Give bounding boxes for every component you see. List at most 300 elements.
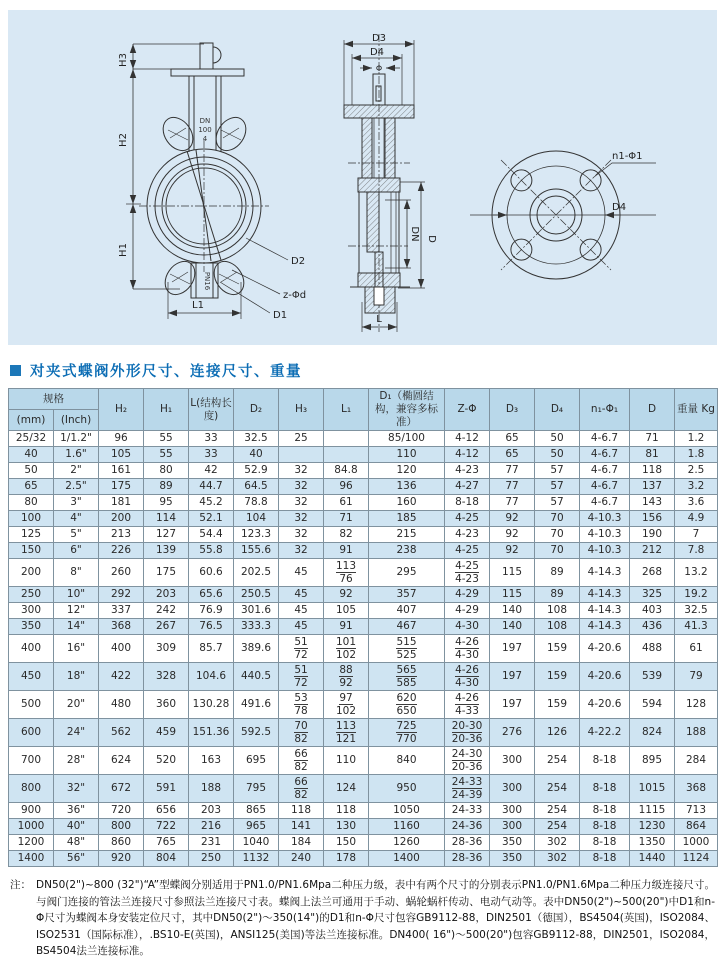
table-cell: 350	[490, 851, 535, 867]
table-cell: 188	[675, 719, 718, 747]
table-cell: 8-18	[580, 851, 630, 867]
dim-label-l1: L1	[192, 300, 204, 311]
table-cell: 5"	[54, 527, 99, 543]
table-cell: 2.5"	[54, 479, 99, 495]
page-title: 对夹式蝶阀外形尺寸、连接尺寸、重量	[30, 364, 302, 380]
table-cell: 325	[630, 587, 675, 603]
table-cell: 40"	[54, 819, 99, 835]
table-cell: 624	[99, 747, 144, 775]
table-cell: 4-26 4-30	[445, 663, 490, 691]
table-cell: 24"	[54, 719, 99, 747]
table-cell: 1050	[369, 803, 445, 819]
table-cell: 32	[279, 495, 324, 511]
table-cell: 4-6.7	[580, 447, 630, 463]
table-cell: 488	[630, 635, 675, 663]
table-cell: 672	[99, 775, 144, 803]
table-cell: 178	[324, 851, 369, 867]
table-cell: 95	[144, 495, 189, 511]
table-cell: 105	[324, 603, 369, 619]
table-cell: 300	[9, 603, 54, 619]
table-header	[9, 389, 718, 431]
table-cell: 32"	[54, 775, 99, 803]
table-cell: 1124	[675, 851, 718, 867]
table-cell: 161	[99, 463, 144, 479]
table-cell: 565 585	[369, 663, 445, 691]
table-cell: 76.5	[189, 619, 234, 635]
table-cell: 65.6	[189, 587, 234, 603]
table-cell: 100	[9, 511, 54, 527]
table-cell: 268	[630, 559, 675, 587]
table-cell: 188	[189, 775, 234, 803]
table-cell: 140	[490, 603, 535, 619]
table-cell: 48"	[54, 835, 99, 851]
table-cell: 539	[630, 663, 675, 691]
table-row	[9, 463, 718, 479]
table-cell: 115	[490, 587, 535, 603]
table-cell: 4-6.7	[580, 431, 630, 447]
table-cell: 200	[9, 559, 54, 587]
table-cell: 101 102	[324, 635, 369, 663]
table-row	[9, 479, 718, 495]
table-cell: 91	[324, 619, 369, 635]
table-cell: 80	[144, 463, 189, 479]
table-cell: 185	[369, 511, 445, 527]
table-cell: 4-10.3	[580, 543, 630, 559]
table-cell: 1350	[630, 835, 675, 851]
table-cell: 695	[234, 747, 279, 775]
table-cell: 60.6	[189, 559, 234, 587]
table-cell: 118	[324, 803, 369, 819]
table-cell: 1115	[630, 803, 675, 819]
dim-label-h3: H3	[118, 53, 129, 67]
table-cell: 16"	[54, 635, 99, 663]
table-cell: 56"	[54, 851, 99, 867]
table-cell: 4-6.7	[580, 495, 630, 511]
table-cell: 123.3	[234, 527, 279, 543]
table-row	[9, 559, 718, 587]
table-cell: 50	[9, 463, 54, 479]
table-cell: 240	[279, 851, 324, 867]
table-cell: 66 82	[279, 775, 324, 803]
table-cell: 8-18	[580, 747, 630, 775]
table-cell: 114	[144, 511, 189, 527]
table-row	[9, 691, 718, 719]
table-cell: 231	[189, 835, 234, 851]
dim-label-d3: D3	[371, 33, 387, 44]
table-cell: 150	[324, 835, 369, 851]
table-cell: 4-20.6	[580, 635, 630, 663]
table-cell: 865	[234, 803, 279, 819]
table-cell: 81	[630, 447, 675, 463]
table-cell: 4-25	[445, 511, 490, 527]
table-cell: 79	[675, 663, 718, 691]
table-cell: 4-23	[445, 463, 490, 479]
table-cell: 592.5	[234, 719, 279, 747]
table-cell: 594	[630, 691, 675, 719]
table-cell: 254	[535, 819, 580, 835]
table-cell: 250	[9, 587, 54, 603]
table-cell: 309	[144, 635, 189, 663]
table-cell: 96	[324, 479, 369, 495]
table-cell: 57	[535, 479, 580, 495]
table-cell: 32	[279, 543, 324, 559]
table-cell: 125	[9, 527, 54, 543]
table-cell: 55.8	[189, 543, 234, 559]
table-cell: 20-30 20-36	[445, 719, 490, 747]
table-cell: 515 525	[369, 635, 445, 663]
table-cell: 4-10.3	[580, 527, 630, 543]
table-row	[9, 603, 718, 619]
table-cell: 725 770	[369, 719, 445, 747]
table-cell: 89	[535, 559, 580, 587]
drawing-panel	[8, 10, 717, 345]
table-cell: 840	[369, 747, 445, 775]
footnote-text: DN50(2")~800 (32")“A”型蝶阀分别适用于PN1.0/PN1.6Mpa二种压力级，表中有两个尺寸的分别表示PN1.0/PN1.6Mpa二种压力级连接尺寸。与阀门连接的管法兰连接尺寸参照法兰连接尺寸表。蝶阀上法兰可通用于手动、蜗轮蜗杆传动、电动气动等。表中DN50(2")~500(20")中D1和n-Φ尺寸为蝶阀本身安装定位尺寸，其中DN50(2")～350(14")的D1和n-Φ尺寸包容GB9112-88，DIN2501（德国），BS4504(英国)，ISO2084、ISO2531（国际标准），.BS10-E(英国)，ANSI125(美国)等法兰连接标准。DN400( 16")～500(20")包容GB9112-88，DIN2501，ISO2084，BS4504法兰连接标准。	[36, 879, 715, 957]
table-cell: 24-33	[445, 803, 490, 819]
table-cell: 300	[490, 775, 535, 803]
table-cell: 139	[144, 543, 189, 559]
col-header-h3: H₃	[279, 389, 324, 431]
table-cell: 215	[369, 527, 445, 543]
table-cell: 1400	[9, 851, 54, 867]
table-cell: 91	[324, 543, 369, 559]
table-cell: 1160	[369, 819, 445, 835]
table-cell: 70	[535, 527, 580, 543]
table-cell: 76.9	[189, 603, 234, 619]
table-cell: 24-30 20-36	[445, 747, 490, 775]
table-cell: 965	[234, 819, 279, 835]
table-cell: 254	[535, 803, 580, 819]
table-cell: 40	[9, 447, 54, 463]
table-cell: 520	[144, 747, 189, 775]
table-cell: 720	[99, 803, 144, 819]
table-row	[9, 511, 718, 527]
table-cell: 92	[324, 587, 369, 603]
table-cell: 92	[490, 543, 535, 559]
table-cell: 1230	[630, 819, 675, 835]
table-cell: 8-18	[580, 819, 630, 835]
table-cell: 389.6	[234, 635, 279, 663]
col-header-spec: 规格	[9, 389, 99, 410]
section-view	[344, 33, 437, 332]
table-cell: 6"	[54, 543, 99, 559]
table-cell: 713	[675, 803, 718, 819]
table-cell: 136	[369, 479, 445, 495]
table-cell: 200	[99, 511, 144, 527]
table-cell: 65	[490, 431, 535, 447]
table-cell: 467	[369, 619, 445, 635]
table-cell: 50	[535, 431, 580, 447]
table-cell: 77	[490, 463, 535, 479]
table-cell: 113 121	[324, 719, 369, 747]
col-header-l1: L₁	[324, 389, 369, 431]
table-cell: 104	[234, 511, 279, 527]
table-cell: 45	[279, 587, 324, 603]
col-header-d4: D₄	[535, 389, 580, 431]
table-cell: 337	[99, 603, 144, 619]
table-cell: 328	[144, 663, 189, 691]
table-cell: 260	[99, 559, 144, 587]
table-cell: 78.8	[234, 495, 279, 511]
table-cell: 301.6	[234, 603, 279, 619]
table-cell: 42	[189, 463, 234, 479]
table-cell: 864	[675, 819, 718, 835]
table-cell: 1/1.2"	[54, 431, 99, 447]
table-cell: 14"	[54, 619, 99, 635]
table-cell: 440.5	[234, 663, 279, 691]
table-cell: 92	[490, 511, 535, 527]
table-cell: 562	[99, 719, 144, 747]
table-cell: 128	[675, 691, 718, 719]
table-cell: 197	[490, 635, 535, 663]
table-row	[9, 587, 718, 603]
table-cell: 124	[324, 775, 369, 803]
table-cell: 4-29	[445, 603, 490, 619]
table-cell: 4-23	[445, 527, 490, 543]
table-cell: 70 82	[279, 719, 324, 747]
table-cell: 61	[675, 635, 718, 663]
table-cell: 4-12	[445, 447, 490, 463]
flange-view	[470, 151, 656, 279]
table-cell: 105	[99, 447, 144, 463]
dim-label-d2: D2	[291, 256, 306, 267]
dim-label-d: D	[426, 235, 437, 243]
table-cell: 140	[490, 619, 535, 635]
table-cell: 212	[630, 543, 675, 559]
table-cell: 302	[535, 835, 580, 851]
stem-mark-dn: DN	[199, 117, 211, 125]
table-cell: 45.2	[189, 495, 234, 511]
table-cell: 65	[490, 447, 535, 463]
table-cell: 722	[144, 819, 189, 835]
table-cell: 920	[99, 851, 144, 867]
table-cell: 4-6.7	[580, 463, 630, 479]
table-cell: 13.2	[675, 559, 718, 587]
table-row	[9, 447, 718, 463]
table-cell: 1.6"	[54, 447, 99, 463]
table-cell: 250	[189, 851, 234, 867]
table-cell: 203	[144, 587, 189, 603]
table-cell: 44.7	[189, 479, 234, 495]
table-cell: 52.9	[234, 463, 279, 479]
table-cell	[324, 447, 369, 463]
table-cell: 4-14.3	[580, 619, 630, 635]
col-header-d1: D₁（椭圆结构，兼容多标准）	[369, 389, 445, 431]
table-cell: 250.5	[234, 587, 279, 603]
dim-label-h1: H1	[118, 243, 129, 257]
table-cell: 36"	[54, 803, 99, 819]
table-cell	[279, 447, 324, 463]
table-cell: 480	[99, 691, 144, 719]
body-mark-pn16: PN16	[203, 271, 211, 291]
table-cell: 85/100	[369, 431, 445, 447]
table-cell: 108	[535, 603, 580, 619]
table-cell: 8-18	[580, 775, 630, 803]
col-header-n1-phi1: n₁-Φ₁	[580, 389, 630, 431]
table-cell: 600	[9, 719, 54, 747]
table-cell: 795	[234, 775, 279, 803]
dim-label-l: L	[376, 314, 382, 325]
table-cell: 126	[535, 719, 580, 747]
col-header-mm: (mm)	[9, 410, 54, 431]
square-bullet-icon	[10, 365, 21, 376]
table-cell: 422	[99, 663, 144, 691]
table-cell: 1440	[630, 851, 675, 867]
table-cell: 45	[279, 619, 324, 635]
table-cell: 97 102	[324, 691, 369, 719]
table-cell: 450	[9, 663, 54, 691]
table-cell: 40	[234, 447, 279, 463]
table-cell: 800	[9, 775, 54, 803]
table-cell: 407	[369, 603, 445, 619]
table-cell: 32	[279, 527, 324, 543]
table-cell: 32	[279, 511, 324, 527]
table-cell: 1015	[630, 775, 675, 803]
table-cell: 57	[535, 463, 580, 479]
table-cell: 7.8	[675, 543, 718, 559]
table-cell: 350	[9, 619, 54, 635]
table-cell: 4-12	[445, 431, 490, 447]
table-cell: 12"	[54, 603, 99, 619]
table-cell: 141	[279, 819, 324, 835]
table-row	[9, 431, 718, 447]
table-cell: 28-36	[445, 851, 490, 867]
front-view	[118, 43, 306, 321]
table-cell: 350	[490, 835, 535, 851]
table-cell: 620 650	[369, 691, 445, 719]
table-row	[9, 663, 718, 691]
table-cell: 765	[144, 835, 189, 851]
dim-label-dn: DN	[409, 226, 420, 242]
table-cell: 89	[144, 479, 189, 495]
table-cell: 159	[535, 691, 580, 719]
stem-mark-size: 100	[198, 126, 212, 134]
table-cell: 300	[490, 803, 535, 819]
table-cell: 254	[535, 747, 580, 775]
table-cell: 159	[535, 663, 580, 691]
table-cell: 302	[535, 851, 580, 867]
table-cell: 2"	[54, 463, 99, 479]
table-cell: 65	[9, 479, 54, 495]
table-cell: 4-10.3	[580, 511, 630, 527]
table-cell: 118	[630, 463, 675, 479]
table-cell: 403	[630, 603, 675, 619]
table-cell: 108	[535, 619, 580, 635]
table-cell: 950	[369, 775, 445, 803]
table-cell: 45	[279, 559, 324, 587]
table-cell: 184	[279, 835, 324, 851]
table-cell: 1132	[234, 851, 279, 867]
table-cell: 292	[99, 587, 144, 603]
table-cell: 4-30	[445, 619, 490, 635]
table-cell: 25	[279, 431, 324, 447]
table-cell: 18"	[54, 663, 99, 691]
table-cell: 32.5	[234, 431, 279, 447]
table-cell: 459	[144, 719, 189, 747]
table-cell: 491.6	[234, 691, 279, 719]
table-cell: 4-20.6	[580, 691, 630, 719]
col-header-weight: 重量 Kg	[675, 389, 718, 431]
table-cell: 4-20.6	[580, 663, 630, 691]
table-cell: 61	[324, 495, 369, 511]
table-cell: 28-36	[445, 835, 490, 851]
table-cell: 150	[9, 543, 54, 559]
table-cell: 130.28	[189, 691, 234, 719]
table-cell: 120	[369, 463, 445, 479]
col-header-inch: (Inch)	[54, 410, 99, 431]
table-cell: 77	[490, 495, 535, 511]
table-cell: 163	[189, 747, 234, 775]
table-cell: 32	[279, 479, 324, 495]
table-cell: 4-6.7	[580, 479, 630, 495]
dim-label-z-phi-d: z-Φd	[283, 290, 307, 301]
table-row	[9, 635, 718, 663]
table-cell: 4"	[54, 511, 99, 527]
table-cell: 96	[99, 431, 144, 447]
table-cell: 500	[9, 691, 54, 719]
table-cell: 82	[324, 527, 369, 543]
table-cell: 4-25	[445, 543, 490, 559]
table-cell: 4-14.3	[580, 559, 630, 587]
table-cell: 400	[99, 635, 144, 663]
table-cell: 110	[324, 747, 369, 775]
table-cell: 4-27	[445, 479, 490, 495]
col-header-z-phi: Z-Φ	[445, 389, 490, 431]
dim-label-n1-phi1: n1-Φ1	[612, 151, 643, 162]
table-cell: 115	[490, 559, 535, 587]
stem-mark-4: 4	[202, 135, 208, 143]
table-row	[9, 619, 718, 635]
table-cell: 71	[324, 511, 369, 527]
table-cell: 368	[675, 775, 718, 803]
table-cell: 197	[490, 663, 535, 691]
dim-label-h2: H2	[118, 133, 129, 147]
dim-label-d4-flange: D4	[612, 202, 627, 213]
table-cell: 276	[490, 719, 535, 747]
table-cell: 700	[9, 747, 54, 775]
table-cell: 357	[369, 587, 445, 603]
table-cell: 3.2	[675, 479, 718, 495]
section-title-row	[10, 360, 717, 381]
table-cell: 89	[535, 587, 580, 603]
table-cell: 70	[535, 543, 580, 559]
table-cell: 70	[535, 511, 580, 527]
table-cell: 19.2	[675, 587, 718, 603]
table-row	[9, 851, 718, 867]
table-row	[9, 747, 718, 775]
table-cell: 113 76	[324, 559, 369, 587]
table-cell: 71	[630, 431, 675, 447]
table-cell: 300	[490, 819, 535, 835]
table-cell: 4-22.2	[580, 719, 630, 747]
table-cell: 8-18	[445, 495, 490, 511]
table-cell: 155.6	[234, 543, 279, 559]
table-cell: 33	[189, 431, 234, 447]
table-row	[9, 835, 718, 851]
table-cell: 4-26 4-30	[445, 635, 490, 663]
table-cell: 159	[535, 635, 580, 663]
table-row	[9, 775, 718, 803]
table-cell: 85.7	[189, 635, 234, 663]
table-cell: 80	[9, 495, 54, 511]
table-cell: 295	[369, 559, 445, 587]
table-cell: 1000	[675, 835, 718, 851]
table-cell: 118	[279, 803, 324, 819]
table-row	[9, 495, 718, 511]
table-cell: 400	[9, 635, 54, 663]
table-cell: 52.1	[189, 511, 234, 527]
valve-drawing	[8, 10, 717, 345]
